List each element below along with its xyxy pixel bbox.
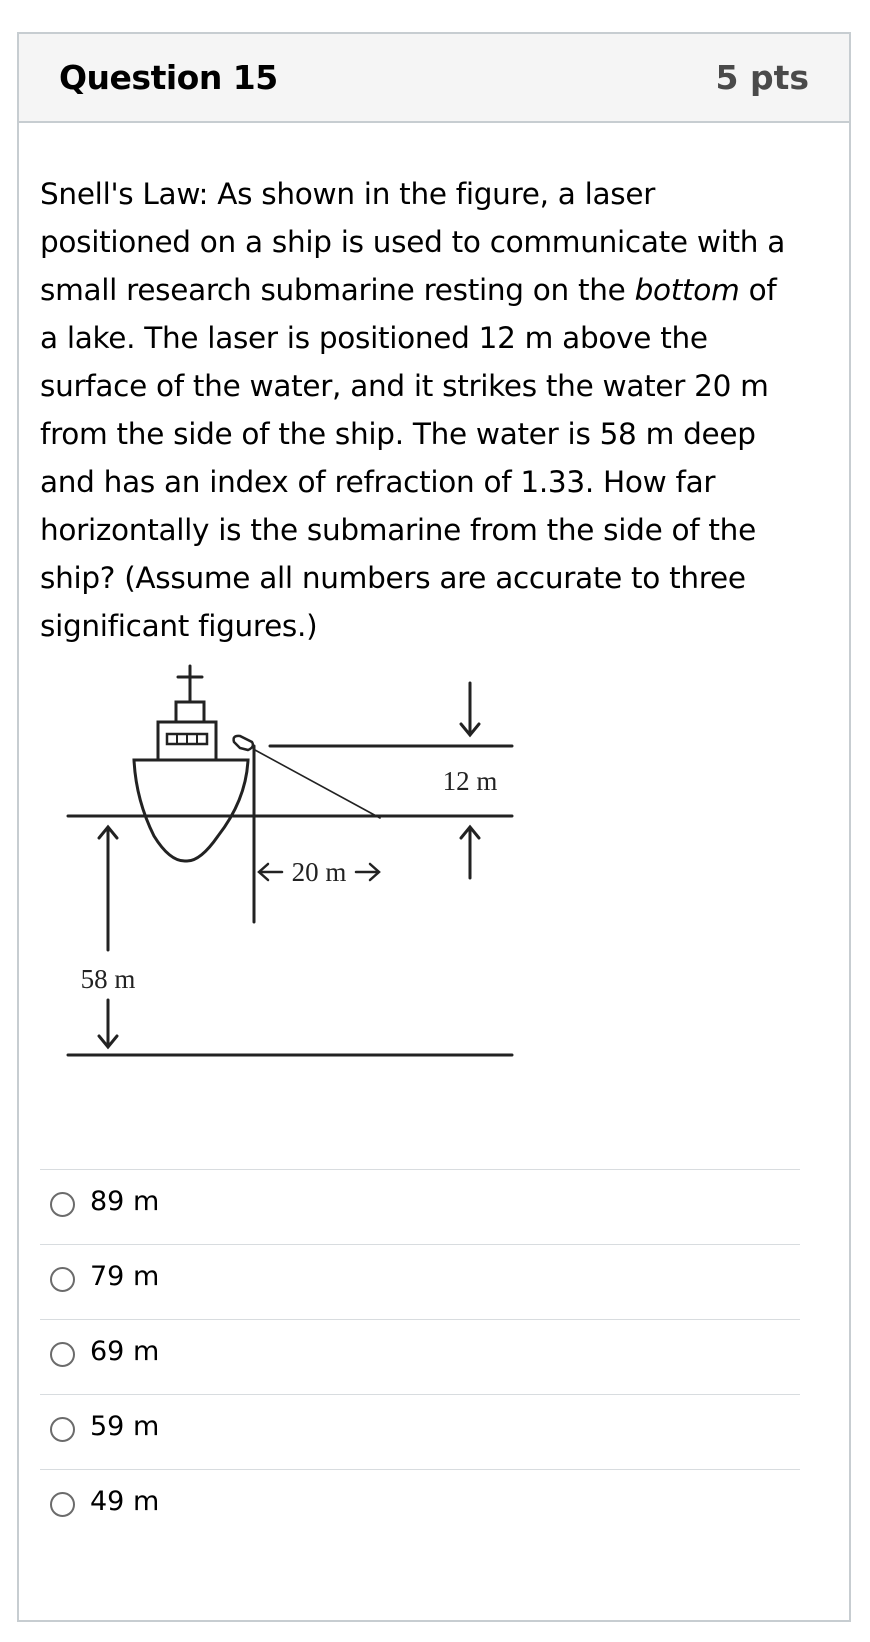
answer-label[interactable]: 89 m — [90, 1186, 160, 1217]
answer-radio[interactable] — [50, 1492, 75, 1517]
answer-label[interactable]: 69 m — [90, 1336, 160, 1367]
snells-law-figure — [50, 650, 530, 1080]
distance-label: 20 m — [291, 857, 347, 887]
question-text — [40, 170, 800, 650]
answer-option[interactable] — [40, 1394, 800, 1469]
answer-label[interactable]: 59 m — [90, 1411, 160, 1442]
question-text-part-1: Snell's Law: As shown in the figure, a laser positioned on a ship is used to communicate with a small research submarine resting on the — [40, 177, 786, 307]
answer-option[interactable] — [40, 1469, 800, 1544]
question-points: 5 pts — [715, 58, 809, 97]
answer-option[interactable] — [40, 1319, 800, 1394]
answer-label[interactable]: 79 m — [90, 1261, 160, 1292]
answer-radio[interactable] — [50, 1342, 75, 1367]
answer-radio[interactable] — [50, 1192, 75, 1217]
depth-label: 58 m — [80, 964, 136, 994]
height-label: 12 m — [442, 766, 498, 796]
question-text-part-2: of a lake. The laser is positioned 12 m above the surface of the water, and it strikes the water 20 m from the side of the ship. The water is 58 m deep and has an index of refraction of 1.33. How far horizontally is the submarine from the side of the ship? (Assume all numbers are accurate to three significant figures.) — [40, 273, 777, 643]
question-title: Question 15 — [59, 58, 278, 97]
answer-label[interactable]: 49 m — [90, 1486, 160, 1517]
answer-option[interactable] — [40, 1169, 800, 1244]
laser-device — [234, 736, 253, 750]
question-text-emphasis: bottom — [634, 273, 740, 307]
answer-radio[interactable] — [50, 1417, 75, 1442]
ship-bridge — [176, 702, 204, 722]
ship-hull — [134, 760, 248, 861]
laser-beam — [255, 750, 380, 818]
answer-option[interactable] — [40, 1244, 800, 1319]
question-header — [19, 34, 849, 123]
answer-list — [40, 1169, 800, 1544]
answer-radio[interactable] — [50, 1267, 75, 1292]
